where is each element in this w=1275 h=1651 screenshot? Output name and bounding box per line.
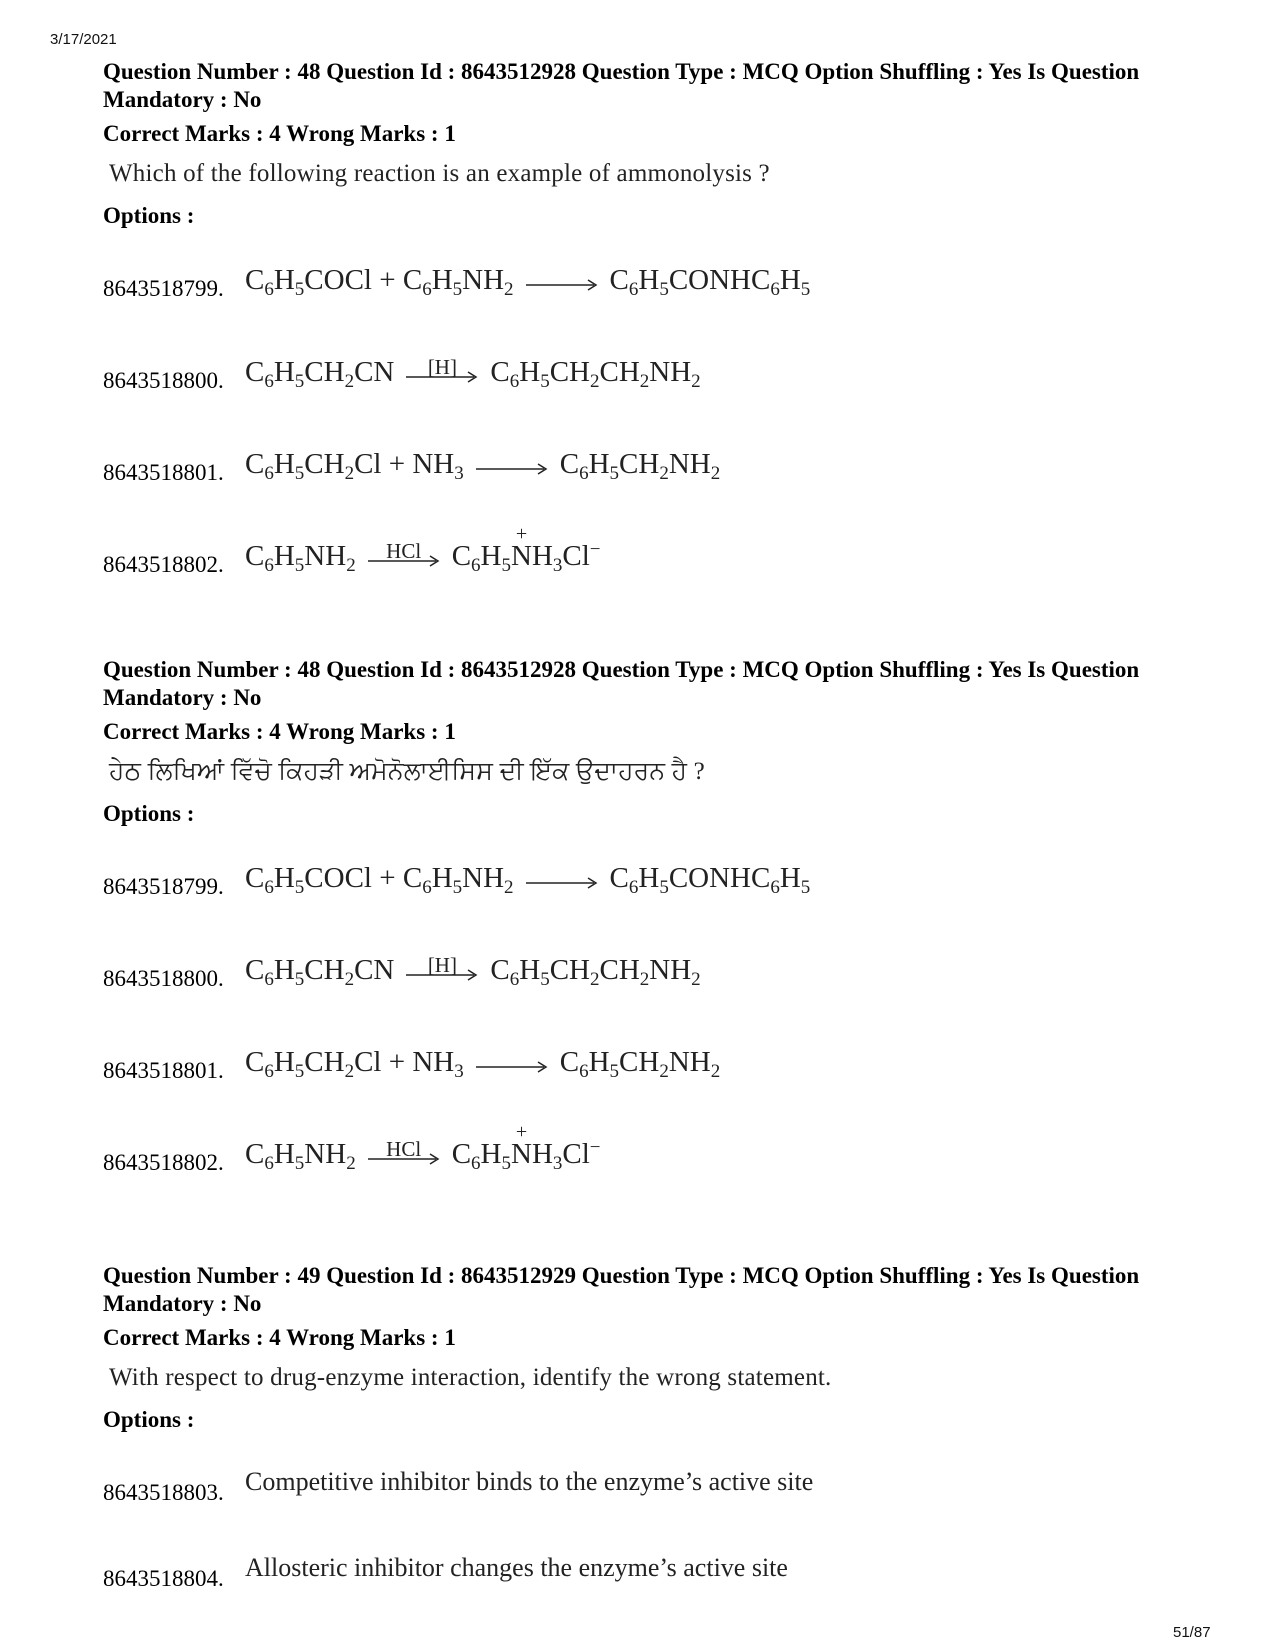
reagent-label: HCl (386, 1137, 422, 1162)
option-row[interactable] (103, 1434, 1183, 1526)
reaction-arrow-icon (524, 267, 600, 297)
reaction-formula: $C_6H_5NH_2$ HCl $C_6H_5N$ + $H_3Cl^-$ (245, 523, 601, 576)
question-block (103, 1262, 1183, 1612)
option-id: 8643518801. (103, 460, 224, 485)
question-text: ਹੇਠ ਲਿਖਿਆਂ ਵਿੱਚੋ ਕਿਹੜੀ ਅਮੋਨੋਲਾਈਸਿਸ ਦੀ ਇੱਕ ਉਦਾਹਰਨ ਹੈ ? (109, 758, 705, 785)
option-row[interactable] (103, 920, 1183, 1012)
option-id: 8643518800. (103, 368, 224, 393)
question-text: Which of the following reaction is an example of ammonolysis ? (109, 160, 770, 187)
question-marks: Correct Marks : 4 Wrong Marks : 1 (103, 719, 456, 744)
option-id: 8643518802. (103, 1150, 224, 1175)
reaction-formula: $C_6H_5CH_2CN$ [H] $C_6H_5CH_2CH_2NH_2$ (245, 952, 701, 988)
option-text: Competitive inhibitor binds to the enzyme’s active site (245, 1467, 814, 1496)
reaction-arrow-icon (474, 451, 550, 481)
option-text: Allosteric inhibitor changes the enzyme’s active site (245, 1553, 788, 1582)
options-label: Options : (103, 801, 195, 826)
options-label: Options : (103, 1407, 195, 1432)
reaction-arrow-icon (404, 953, 480, 987)
print-date: 3/17/2021 (50, 31, 117, 48)
reaction-arrow-icon (524, 865, 600, 895)
option-row[interactable] (103, 1012, 1183, 1104)
option-id: 8643518804. (103, 1566, 224, 1591)
reaction-formula: $C_6H_5CH_2Cl + NH_3$ $C_6H_5CH_2NH_2$ (245, 1046, 721, 1082)
reaction-formula: $C_6H_5CH_2CN$ [H] $C_6H_5CH_2CH_2NH_2$ (245, 354, 701, 390)
option-row[interactable] (103, 1526, 1183, 1612)
reaction-formula: $C_6H_5NH_2$ HCl $C_6H_5N$ + $H_3Cl^-$ (245, 1121, 601, 1174)
question-header: Question Number : 48 Question Id : 8643512928 Question Type : MCQ Option Shuffling : Yes Is Question Mandatory : No (103, 59, 1140, 112)
reaction-formula: $C_6H_5COCl + C_6H_5NH_2$ $C_6H_5CONHC_6H_5$ (245, 862, 811, 898)
option-id: 8643518799. (103, 276, 224, 301)
option-id: 8643518799. (103, 874, 224, 899)
question-marks: Correct Marks : 4 Wrong Marks : 1 (103, 121, 456, 146)
option-row[interactable] (103, 828, 1183, 920)
reaction-arrow-icon (474, 1049, 550, 1079)
question-block (103, 58, 1183, 598)
option-row[interactable] (103, 414, 1183, 506)
option-id: 8643518802. (103, 552, 224, 577)
option-row[interactable] (103, 506, 1183, 598)
option-id: 8643518800. (103, 966, 224, 991)
question-text: With respect to drug-enzyme interaction, identify the wrong statement. (109, 1364, 832, 1391)
reaction-arrow-icon (404, 355, 480, 389)
reaction-arrow-icon (366, 539, 442, 573)
option-row[interactable] (103, 1104, 1183, 1196)
option-id: 8643518801. (103, 1058, 224, 1083)
reagent-label: [H] (427, 953, 457, 978)
reaction-formula: $C_6H_5COCl + C_6H_5NH_2$ $C_6H_5CONHC_6H_5$ (245, 264, 811, 300)
option-id: 8643518803. (103, 1480, 224, 1505)
page-number: 51/87 (1173, 1624, 1211, 1641)
option-row[interactable] (103, 230, 1183, 322)
question-header: Question Number : 49 Question Id : 8643512929 Question Type : MCQ Option Shuffling : Yes Is Question Mandatory : No (103, 1263, 1140, 1316)
reagent-label: [H] (427, 355, 457, 380)
question-marks: Correct Marks : 4 Wrong Marks : 1 (103, 1325, 456, 1350)
reaction-formula: $C_6H_5CH_2Cl + NH_3$ $C_6H_5CH_2NH_2$ (245, 448, 721, 484)
reagent-label: HCl (386, 539, 422, 564)
question-block (103, 656, 1183, 1196)
option-row[interactable] (103, 322, 1183, 414)
question-header: Question Number : 48 Question Id : 8643512928 Question Type : MCQ Option Shuffling : Yes Is Question Mandatory : No (103, 657, 1140, 710)
options-label: Options : (103, 203, 195, 228)
reaction-arrow-icon (366, 1137, 442, 1171)
